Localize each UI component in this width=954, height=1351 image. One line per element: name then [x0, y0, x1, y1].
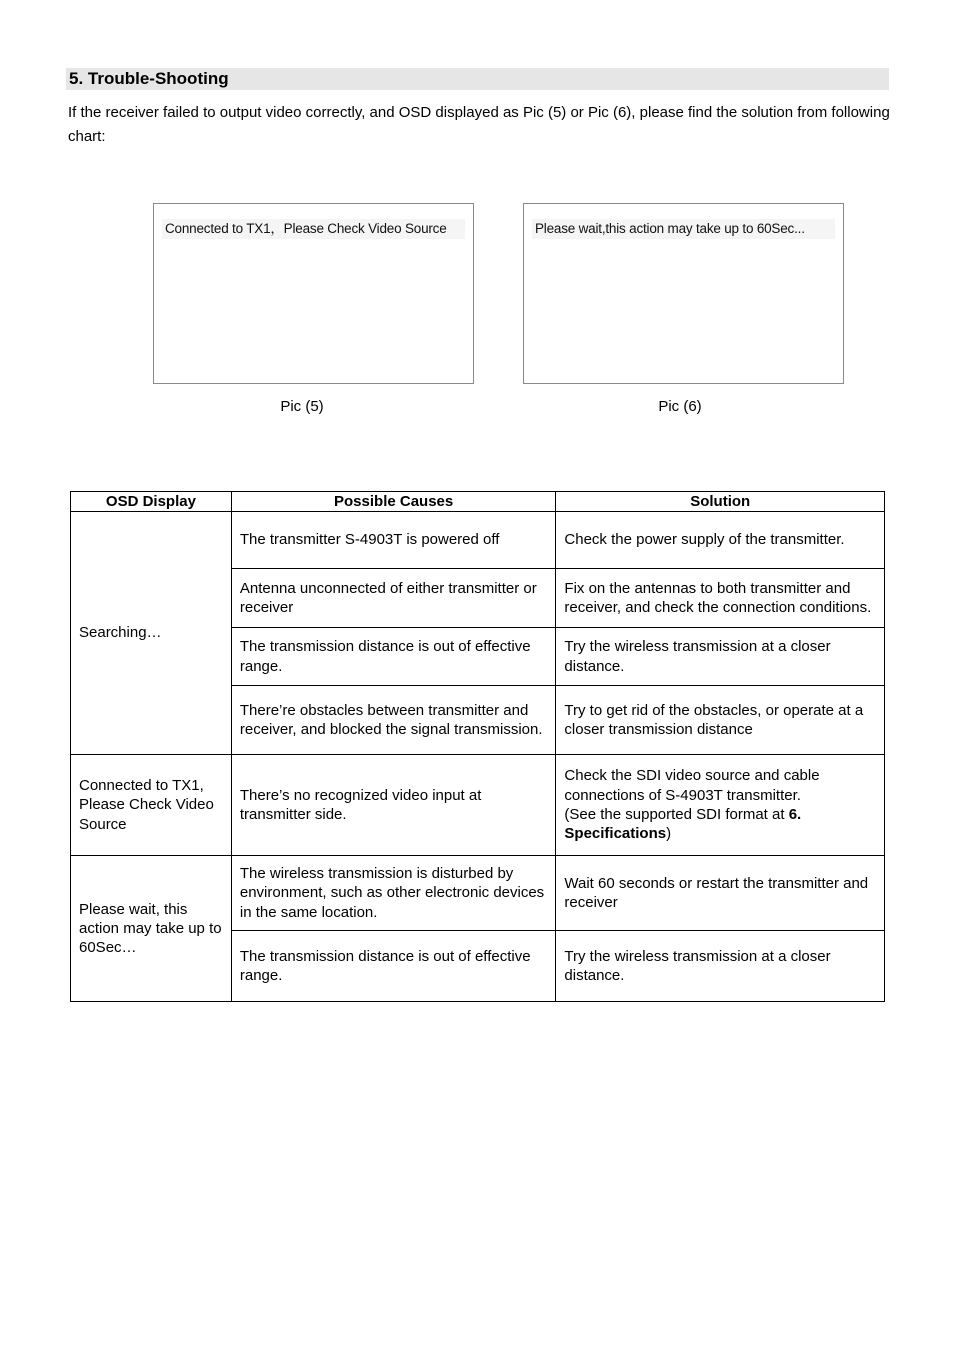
solution-note-prefix: (See the supported SDI format at	[564, 806, 789, 823]
cause-cell: There’re obstacles between transmitter and receiver, and blocked the signal transmission.	[231, 686, 556, 755]
osd-display-cell: Please wait, this action may take up to 60Sec…	[71, 856, 232, 1002]
pic6-osd-text: Please wait,this action may take up to 60Sec...	[532, 219, 835, 239]
cause-cell: There’s no recognized video input at transmitter side.	[231, 755, 556, 856]
troubleshooting-table	[70, 491, 885, 1002]
cause-cell: The transmitter S-4903T is powered off	[231, 512, 556, 569]
table-header-row	[71, 492, 885, 512]
header-solution: Solution	[556, 492, 885, 512]
solution-cell: Fix on the antennas to both transmitter and receiver, and check the connection conditions.	[556, 569, 885, 628]
cause-cell: The transmission distance is out of effective range.	[231, 628, 556, 686]
intro-paragraph: If the receiver failed to output video correctly, and OSD displayed as Pic (5) or Pic (6), please find the solution from following chart:	[68, 104, 890, 145]
solution-cell: Try the wireless transmission at a closer distance.	[556, 628, 885, 686]
solution-cell: Check the power supply of the transmitter.	[556, 512, 885, 569]
pic5-caption: Pic (5)	[280, 398, 324, 415]
cause-cell: Antenna unconnected of either transmitter or receiver	[231, 569, 556, 628]
solution-cell: Wait 60 seconds or restart the transmitter and receiver	[556, 856, 885, 931]
specifications-reference: 6. Specifications	[564, 806, 802, 843]
table-row	[71, 512, 885, 569]
solution-text: Check the SDI video source and cable connections of S-4903T transmitter.	[564, 767, 820, 804]
solution-cell: Try to get rid of the obstacles, or operate at a closer transmission distance	[556, 686, 885, 755]
header-osd-display: OSD Display	[71, 492, 232, 512]
header-possible-causes: Possible Causes	[231, 492, 556, 512]
table-row	[71, 856, 885, 931]
osd-display-cell: Connected to TX1, Please Check Video Source	[71, 755, 232, 856]
cause-cell: The transmission distance is out of effective range.	[231, 931, 556, 1002]
pic5-osd-screen	[153, 203, 474, 384]
section-heading: 5. Trouble-Shooting	[66, 68, 889, 90]
pic5-osd-text: Connected to TX1，Please Check Video Source	[162, 219, 465, 239]
pic6-osd-screen	[523, 203, 844, 384]
solution-cell	[556, 755, 885, 856]
table-row	[71, 755, 885, 856]
solution-cell: Try the wireless transmission at a closer distance.	[556, 931, 885, 1002]
osd-display-cell: Searching…	[71, 512, 232, 755]
solution-note-suffix: )	[666, 825, 672, 843]
pic6-caption: Pic (6)	[658, 398, 702, 415]
cause-cell: The wireless transmission is disturbed by environment, such as other electronic devices in the same location.	[231, 856, 556, 931]
